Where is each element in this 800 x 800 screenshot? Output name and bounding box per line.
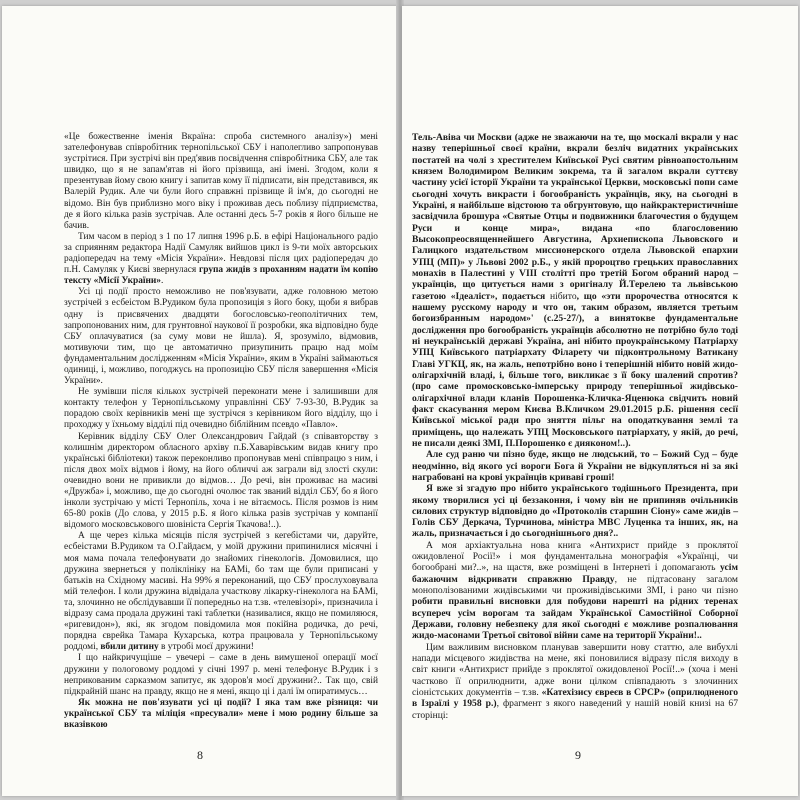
text-span: в утробі моєї дружини! xyxy=(158,642,254,653)
text-span: А моя архіактуальна нова книга «Антихрист прийде з проклятої ожидовленої Росії!» і моя фундаментальна монографія «Українці, чи богообрані ми?..», на щастя, вже розміщені в Інтернеті і допомагають xyxy=(412,539,738,574)
text-span: «Це божественне іменія Вкраїна: спроба системного аналізу») мені зателефонував співробітник тернопільської СБУ і наполегливо запропонував зустрітися. При зустрічі він пред'явив посвідчення співробітника СБУ, але так швидко, що я не запам'ятав ні його прізвища, ані імені. Згодом, коли я презентував йому свою книгу і запитав кому її підписати, він представився, як Валерій Рудик. Але чи були його справжні прізвище й ім'я, до сьогодні не відомо. Він був приблизно мого віку і проживав десь поблизу підприємства, де я його кілька разів зустрічав. Але останні десь 5-7 років я його більше не бачив. xyxy=(64,132,378,231)
paragraph xyxy=(64,387,378,431)
bold-text-span: група жидів з проханням надати їм копію тексту «Місії України» xyxy=(64,265,378,287)
text-span: Керівник відділу СБУ Олег Олександрович Гайдай (з співавторству з колишнім директором обласного архіву п.Б.Хаварівським видав книгу про українські бібліотеки) також переконливо пропонував мені співпрацю з ним, і після двох моїх відмов і йому, на його обличчі аж заграли від злості скули: очевидно вони не привикли до відмов… До речі, він проживає на масиві «Дружба» і, можливо, ще до сьогодні очолює так званий відділ СБУ, бо я його інколи зустрічаю у місті Тернопіль, хоча і не вітаємось. Після розмов із ним 65-80 років (До слова, у 2015 р.Б. я його кілька разів зустрічав у компанії відомого московськового шовініста Сергія Ткачова!..). xyxy=(64,431,378,531)
bold-text-span: усім бажаючим відкривати справжню Правду xyxy=(412,562,738,585)
bold-text-span: робити правильні висновки для побудови нарешті на рідних теренах всупереч усім ворогам та зайдам Української Самостійної Соборної Держави, головну небезпеку для якої сьогодні є можливе розпалювання жидо-масонами Третьої світової війни саме на території України!.. xyxy=(412,596,738,642)
bold-text-span: Тель-Авіва чи Москви (адже не зважаючи на те, що москалі вкрали у нас назву теперішньої своєї країни, вкрали безліч видатних українських постатей на чолі з хрестителем Київської Русі святим рівноапостольним князем Володимиром Великим зокрема, та й загалом вкрали суттєву частину усієї історії України та української Церкви, московські попи саме сьогодні хочуть викрасти і богообраність українців, яку, на сьогодні в Україні, я найбільше відстоюю та обгрунтовую, що найкрактеристичніше засвідчила брошура «Святые Отцы и подвижники благочестия о будущем Руси и конце мира», видана «по благословению Высокопреосвященнейшего Августина, Архиепископа Львовского и Галицкого издательством миссионерского отдела Львовской епархии УПЦ (МП)» у Львові 2002 р.Б., у якій пророцтво грецьких православних монахів в Палестині у VIII столітті про третій Богом обраний народ – українців, що цитується нами з оригіналу Й.Терелею та львівською газетою «Ідеаліст», подається xyxy=(412,132,738,302)
bold-text-span: , що «эти пророчества относятся к нашему русскому народу и что он, таким образом, является третьим богоизбранным народом»' (с.25-27/), а винятокве фундаментальне дослідження про богообраність українців абсолютно не потрібно було тоді ні неукраїнській державі Україна, ані нібито проукраїнському Патріарху УПЦ Київського патріархату Філарету чи підконтрольному Ватикану Главі УГКЦ, як, на жаль, непотрібно воно і теперішній нібито новій жидо-олігархічній владі, і, більше того, викликає з її боку шалений спротив? (про саме промосковсько-імперську природу теперішньої жидівсько-олігархічної влади кланів Порошенка-Кличка-Яценюка свідчить новий факт скасування мером Києва В.Кличком 29.01.2015 р.Б. рішення сесії Київської міської ради про зняття пільг на оподаткування землі та приміщень, що належать УПЦ Московського патріархату, у якій, до речі, не писали деякі ЗМІ, П.Порошенко є дияконом!..). xyxy=(412,290,738,449)
paragraph xyxy=(64,287,378,387)
paragraph xyxy=(64,653,378,697)
text-span: Цим важливим висновком планував завершити нову статтю, але вибухлі напади місцевого жидівства на мене, які поновилися відразу після виходу в світ книги «Антихрист прийде з проклятої ожидовленої Росії!..» (хоча і мені частково її оприлюднити, адже вони цілком співпадають з злочинних сіоністських документів – т.зв. xyxy=(412,641,738,699)
right-page-number: 9 xyxy=(575,748,581,762)
text-span: І що найкричущіше – увечері – саме в день вимушеної операції моєї дружини у пологовому роддомі у січні 1997 р. мені телефонує В.Рудик і з неприкованим сарказмом запитує, як здоров'я моєї дружини?.. Так що, свій підкрайній шанс на правду, якщо не я мені, якщо ці і далі їм опиратимусь… xyxy=(64,653,378,697)
paragraph xyxy=(412,540,738,642)
bold-text-span: Я вже зі згадую про нібито українського тодішнього Президента, при якому творилися усі ці беззаконня, і чому він не припиняв очільників силових структур відповідно до «Протоколів старшин Сіону» саме жидів – Голів СБУ Деркача, Турчинова, міністра МВС Луценка та інших, як, на жаль, призначається і до сьогоднішнього дня?.. xyxy=(412,483,738,540)
bold-text-span: вбили дитину xyxy=(100,642,159,653)
bold-text-span: Але суд раню чи пізно буде, якщо не людський, то – Божий Суд – буде неодмінно, від якого усі вороги Бога й України не відкупляться ні за які награбовані на крові українців криваві гроші! xyxy=(412,449,738,483)
bold-text-span: Як можна не пов'язувати усі ці події? І яка там вже різниця: чи української СБУ та міліція «пресували» мене і мою родину більше за вказівкою xyxy=(64,697,378,730)
paragraph xyxy=(412,483,738,540)
right-page xyxy=(402,6,798,796)
text-span: А ще через кілька місяців після зустрічей з кегебістами чи, даруйте, есбеістами В.Рудиком та О.Гайдаєм, у моїй дружини припинилися місячні і моя мама почала телефонувати до знайомих гінекологів. Домовилися, що дружина звернеться у поліклініку на БАМі, бо там ще були приписані у батьків на Східному масиві. На 99% я переконаний, що СБУ прослуховувала мій телефон. І коли дружина відвідала участкову лікарку-гінеколога на БАМі, та, злочинно не обслідувавши її попередньо на т.зв. «телевізорі», призначила і відразу сама продала дружині такі таблетки (називалися, якщо не помиляюся, «ригевидон»), які, як згодом повідомила моя покійна родичка, до речі, порядна єврейка Тамара Кухарська, котра працювала у Тернопільському роддомі, xyxy=(64,531,378,653)
paragraph xyxy=(412,449,738,483)
text-span: Не зумівши після кількох зустрічей переконати мене і залишивши для контакту телефон у Тернопільському управлінні СБУ 7-93-30, В.Рудик за порадою своїх керівників мені ще зустрічся з керівником його відділу, що і проходжу у їхньому відділі під очевидно біблійним псевдо «Павло». xyxy=(64,387,378,431)
left-page-text xyxy=(64,132,378,731)
text-span: . xyxy=(160,276,164,287)
text-span: , не підтасовану загалом монополізованими жидівськими чи проживідівськими ЗМІ, і рано чи пізно xyxy=(412,573,738,597)
left-page xyxy=(2,6,398,796)
paragraph xyxy=(412,132,738,449)
paragraph xyxy=(64,232,378,287)
paragraph xyxy=(64,132,378,232)
paragraph xyxy=(64,531,378,653)
text-span: Тим часом в період з 1 по 17 липня 1996 р.Б. в ефірі Національного радіо за сприянням редактора Надії Самуляк вийшов цикл із 9-ти моїх авторських радіопередач на тему «Місія України». Невдовзі після цих радіопередач до п.Н. Самуляк у Києві звернулася xyxy=(64,231,378,276)
bold-text-span: «Катехізису євреєв в СРСР» (оприлюдненого в Ізраїлі у 1958 р.) xyxy=(412,687,738,710)
paragraph xyxy=(64,432,378,532)
left-page-number: 8 xyxy=(197,748,203,762)
text-span: нібито xyxy=(549,290,577,302)
paragraph xyxy=(412,642,738,721)
text-span: , фрагмент з якого наведений у нашій новій книзі на 67 сторінці: xyxy=(412,698,738,721)
text-span: Усі ці події просто неможливо не пов'язувати, адже головною метою зустрічей з есбеістом В.Рудиком була пропозиція з його боку, щоби я вибрав одну із присвячених двадцяти богословсько-геополітичних тем, запропонованих ним, для грунтовної наукової її розробки, яка відповідно буде СБУ оплачуватися (за суму мови не йшла). Я, зрозуміло, відмовив, мотивуючи тим, що це автоматично призупинить працю над моїм фундаментальним дослідженням «Місія України», яким в Україні займаються одиниці, і, можливо, погоджусь на пропозицію СБУ після завершення «Місія України». xyxy=(64,287,378,387)
right-page-text xyxy=(412,132,738,721)
paragraph xyxy=(64,698,378,731)
